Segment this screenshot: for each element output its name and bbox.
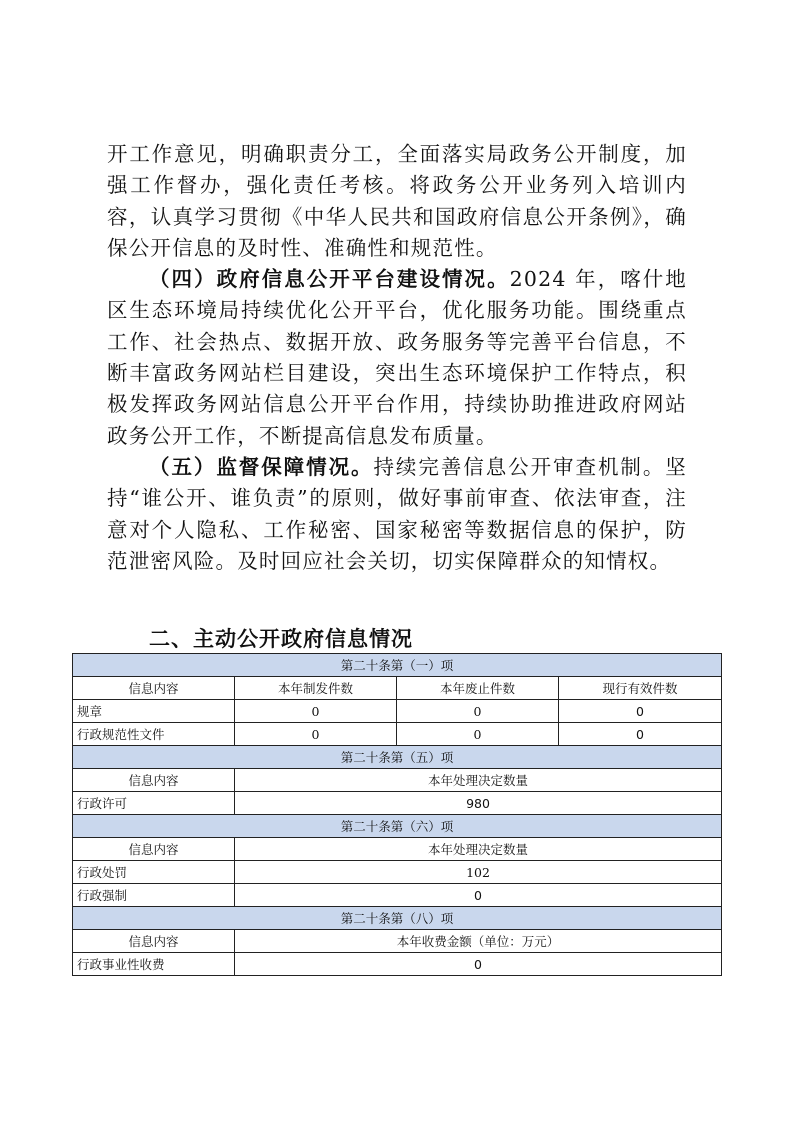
issued-value: 0 — [235, 700, 397, 723]
header-info-content: 信息内容 — [73, 838, 235, 861]
table-band-row — [73, 746, 722, 769]
header-fee-amount: 本年收费金额（单位：万元） — [235, 930, 722, 953]
table-header-row — [73, 677, 722, 700]
decision-value: 0 — [235, 884, 722, 907]
heading-supervision: （五）监督保障情况。 — [149, 454, 374, 479]
row-label: 规章 — [73, 700, 235, 723]
table-band-row — [73, 654, 722, 677]
section-title-item-1: 第二十条第（一）项 — [73, 654, 722, 677]
abolished-value: 0 — [397, 723, 559, 746]
table-band-row — [73, 907, 722, 930]
issued-value: 0 — [235, 723, 397, 746]
header-decision-count: 本年处理决定数量 — [235, 838, 722, 861]
section-title-item-8: 第二十条第（八）项 — [73, 907, 722, 930]
header-valid-count: 现行有效件数 — [559, 677, 722, 700]
header-info-content: 信息内容 — [73, 677, 235, 700]
decision-value: 980 — [235, 792, 722, 815]
table-header-row — [73, 838, 722, 861]
section-title-item-6: 第二十条第（六）项 — [73, 815, 722, 838]
paragraph-platform-construction — [107, 264, 687, 452]
decision-value: 102 — [235, 861, 722, 884]
row-label: 行政许可 — [73, 792, 235, 815]
section-heading: 二、主动公开政府信息情况 — [149, 627, 413, 651]
table-header-row — [73, 769, 722, 792]
header-abolished-count: 本年废止件数 — [397, 677, 559, 700]
table-header-row — [73, 930, 722, 953]
table-row — [73, 884, 722, 907]
paragraph-work-continuation: 开工作意见，明确职责分工，全面落实局政务公开制度，加强工作督办，强化责任考核。将政务公开业务列入培训内容，认真学习贯彻《中华人民共和国政府信息公开条例》，确保公开信息的及时性、准确性和规范性。 — [107, 142, 687, 260]
header-decision-count: 本年处理决定数量 — [235, 769, 722, 792]
paragraph-supervision — [107, 452, 687, 577]
disclosure-table — [72, 653, 722, 976]
section-title-item-5: 第二十条第（五）项 — [73, 746, 722, 769]
table-row — [73, 861, 722, 884]
abolished-value: 0 — [397, 700, 559, 723]
row-label: 行政强制 — [73, 884, 235, 907]
header-info-content: 信息内容 — [73, 930, 235, 953]
table-row — [73, 953, 722, 976]
row-label: 行政事业性收费 — [73, 953, 235, 976]
header-info-content: 信息内容 — [73, 769, 235, 792]
body-text — [107, 139, 687, 577]
table-row — [73, 700, 722, 723]
header-issued-count: 本年制发件数 — [235, 677, 397, 700]
table-row — [73, 723, 722, 746]
text-supervision: 持续完善信息公开审查机制。坚持“谁公开、谁负责”的原则，做好事前审查、依法审查，注意对个人隐私、工作秘密、国家秘密等数据信息的保护，防范泄密风险。及时回应社会关切，切实保障群众的知情权。 — [107, 454, 687, 573]
row-label: 行政规范性文件 — [73, 723, 235, 746]
valid-value: 0 — [559, 723, 722, 746]
table-band-row — [73, 815, 722, 838]
text-platform-construction: 2024 年，喀什地区生态环境局持续优化公开平台，优化服务功能。围绕重点工作、社会热点、数据开放、政务服务等完善平台信息，不断丰富政务网站栏目建设，突出生态环境保护工作特点，积极发挥政务网站信息公开平台作用，持续协助推进政府网站政务公开工作，不断提高信息发布质量。 — [107, 267, 688, 448]
valid-value: 0 — [559, 700, 722, 723]
fee-value: 0 — [235, 953, 722, 976]
row-label: 行政处罚 — [73, 861, 235, 884]
table-row — [73, 792, 722, 815]
heading-platform-construction: （四）政府信息公开平台建设情况。 — [149, 267, 510, 292]
